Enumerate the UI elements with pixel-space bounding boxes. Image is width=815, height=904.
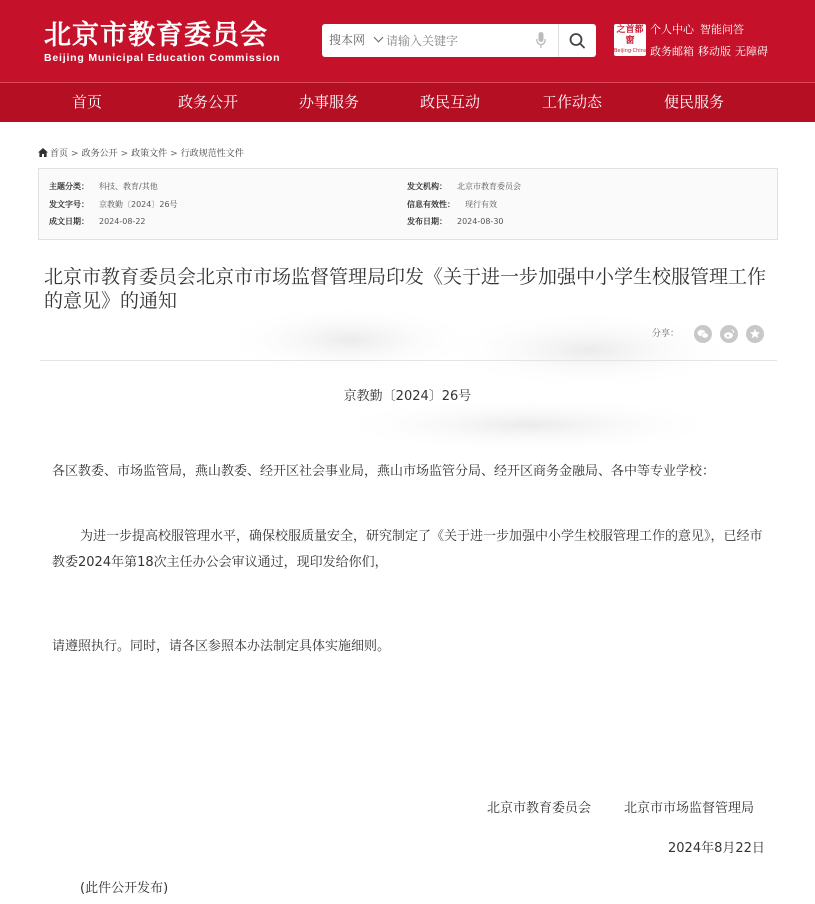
home-icon — [38, 148, 48, 157]
capital-logo-en: Beijing·China — [614, 48, 647, 54]
breadcrumb-separator: > — [71, 149, 79, 159]
document-title: 北京市教育委员会北京市市场监督管理局印发《关于进一步加强中小学生校服管理工作的意见》的通知 — [44, 266, 767, 312]
document-meta-box — [38, 168, 778, 240]
toplink-gov-mail[interactable]: 政务邮箱 — [650, 45, 694, 58]
capital-window-logo[interactable] — [614, 24, 646, 56]
search-icon — [559, 24, 596, 57]
weibo-icon[interactable] — [720, 325, 738, 343]
title-divider — [40, 360, 777, 361]
meta-topic-value: 科技、教育/其他 — [99, 182, 158, 191]
toplink-personal-center[interactable]: 个人中心 — [650, 23, 694, 36]
wechat-icon[interactable] — [694, 325, 712, 343]
meta-written-value: 2024-08-22 — [99, 217, 146, 226]
publish-note: (此件公开发布) — [80, 881, 169, 896]
ink-wash-watermark — [230, 300, 750, 460]
document-number: 京教勤〔2024〕26号 — [343, 389, 472, 404]
meta-issuer-label: 发文机构： — [407, 182, 447, 191]
nav-item-gov-affairs[interactable]: 政务公开 — [178, 93, 239, 111]
search-bar — [322, 24, 596, 57]
meta-published-label: 发布日期： — [407, 217, 447, 226]
breadcrumb — [38, 148, 244, 161]
search-input[interactable] — [386, 28, 526, 53]
site-logo-en: Beijing Municipal Education Commission — [44, 52, 281, 64]
breadcrumb-home[interactable]: 首页 — [50, 149, 69, 159]
breadcrumb-policy-docs[interactable]: 政策文件 — [131, 149, 168, 159]
body-paragraph-1: 为进一步提高校服管理水平，确保校服质量安全，研究制定了《关于进一步加强中小学生校服管理工作的意见》，已经市教委2024年第18次主任办公会审议通过，现印发给你们， — [52, 529, 763, 570]
toplink-accessibility[interactable]: 无障碍 — [735, 45, 768, 58]
chevron-down-icon[interactable] — [374, 33, 384, 43]
recipients-paragraph: 各区教委、市场监管局，燕山教委、经开区社会事业局，燕山市场监管分局、经开区商务金融局、各中等专业学校： — [52, 464, 716, 479]
meta-doc-no-value: 京教勤〔2024〕26号 — [99, 200, 178, 209]
breadcrumb-normative-docs[interactable]: 行政规范性文件 — [180, 149, 244, 159]
search-button[interactable] — [559, 24, 597, 57]
meta-validity-value: 现行有效 — [465, 200, 497, 209]
mic-icon[interactable] — [536, 32, 546, 49]
star-icon[interactable] — [746, 325, 764, 343]
meta-written-label: 成文日期： — [49, 217, 89, 226]
search-scope-select[interactable]: 搜本网 — [329, 33, 366, 47]
toplink-mobile[interactable]: 移动版 — [698, 45, 731, 58]
nav-item-services[interactable]: 办事服务 — [299, 93, 360, 111]
nav-item-interaction[interactable]: 政民互动 — [420, 93, 481, 111]
main-nav — [0, 82, 815, 122]
share-label: 分享： — [652, 329, 680, 339]
breadcrumb-gov-affairs[interactable]: 政务公开 — [81, 149, 118, 159]
site-logo-cn[interactable]: 北京市教育委员会 — [44, 20, 268, 51]
sign-date: 2024年8月22日 — [668, 841, 765, 856]
signer-market-regulation: 北京市市场监督管理局 — [624, 801, 755, 816]
nav-item-work-news[interactable]: 工作动态 — [542, 93, 603, 111]
body-paragraph-2: 请遵照执行。同时，请各区参照本办法制定具体实施细则。 — [52, 639, 391, 654]
nav-item-public-services[interactable]: 便民服务 — [664, 93, 725, 111]
meta-topic-label: 主题分类： — [49, 182, 89, 191]
meta-validity-label: 信息有效性： — [407, 200, 455, 209]
signer-education-commission: 北京市教育委员会 — [487, 801, 592, 816]
site-header — [0, 0, 815, 82]
breadcrumb-separator: > — [120, 149, 129, 159]
nav-item-home[interactable]: 首页 — [72, 93, 103, 111]
meta-issuer-value: 北京市教育委员会 — [457, 182, 521, 191]
capital-logo-cn: 之首都窗 — [616, 25, 644, 46]
meta-published-value: 2024-08-30 — [457, 217, 504, 226]
breadcrumb-separator: > — [170, 149, 178, 159]
meta-doc-no-label: 发文字号： — [49, 200, 89, 209]
toplink-smart-qa[interactable]: 智能问答 — [700, 23, 744, 36]
